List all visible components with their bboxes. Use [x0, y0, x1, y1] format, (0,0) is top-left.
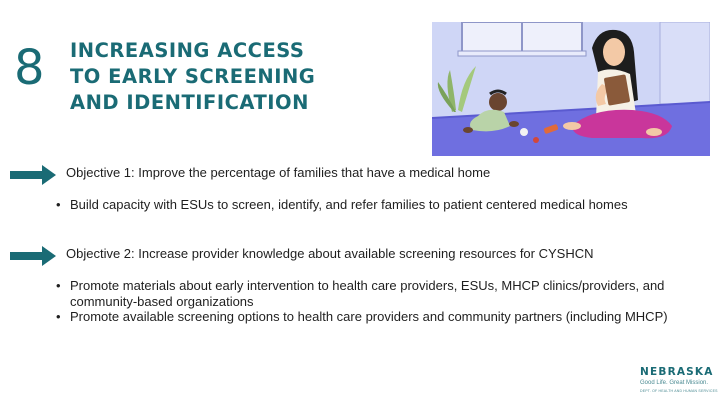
- arrow-right-icon: [10, 165, 56, 185]
- logo-wordmark: NEBRASKA: [640, 366, 714, 378]
- objective-1-bullets: [50, 197, 700, 213]
- list-item: • Promote materials about early intervention to health care providers, ESUs, MHCP clinics/providers, and community-based organizations: [56, 278, 665, 309]
- objective-2-label: Objective 2: Increase provider knowledge about available screening resources for CYSHCN: [66, 246, 594, 261]
- objective-1: [10, 163, 710, 185]
- objective-2-bullets: [50, 278, 700, 325]
- nebraska-dhhs-logo: [640, 366, 720, 393]
- slide-title-line: TO EARLY SCREENING: [70, 65, 316, 88]
- mother-and-baby-illustration: [432, 22, 710, 156]
- list-item: • Promote available screening options to health care providers and community partners (including MHCP): [56, 309, 668, 324]
- slide-number: 8: [14, 40, 45, 96]
- logo-tagline: Good Life. Great Mission.: [640, 380, 709, 386]
- slide-title-line: INCREASING ACCESS: [70, 39, 305, 62]
- objective-1-label: Objective 1: Improve the percentage of families that have a medical home: [66, 165, 491, 180]
- logo-department: DEPT. OF HEALTH AND HUMAN SERVICES: [640, 389, 718, 393]
- slide-title-line: AND IDENTIFICATION: [70, 91, 309, 114]
- slide-title: [70, 38, 410, 116]
- arrow-right-icon: [10, 246, 56, 266]
- objective-2: [10, 244, 710, 266]
- list-item: • Build capacity with ESUs to screen, identify, and refer families to patient centered medical homes: [56, 197, 628, 212]
